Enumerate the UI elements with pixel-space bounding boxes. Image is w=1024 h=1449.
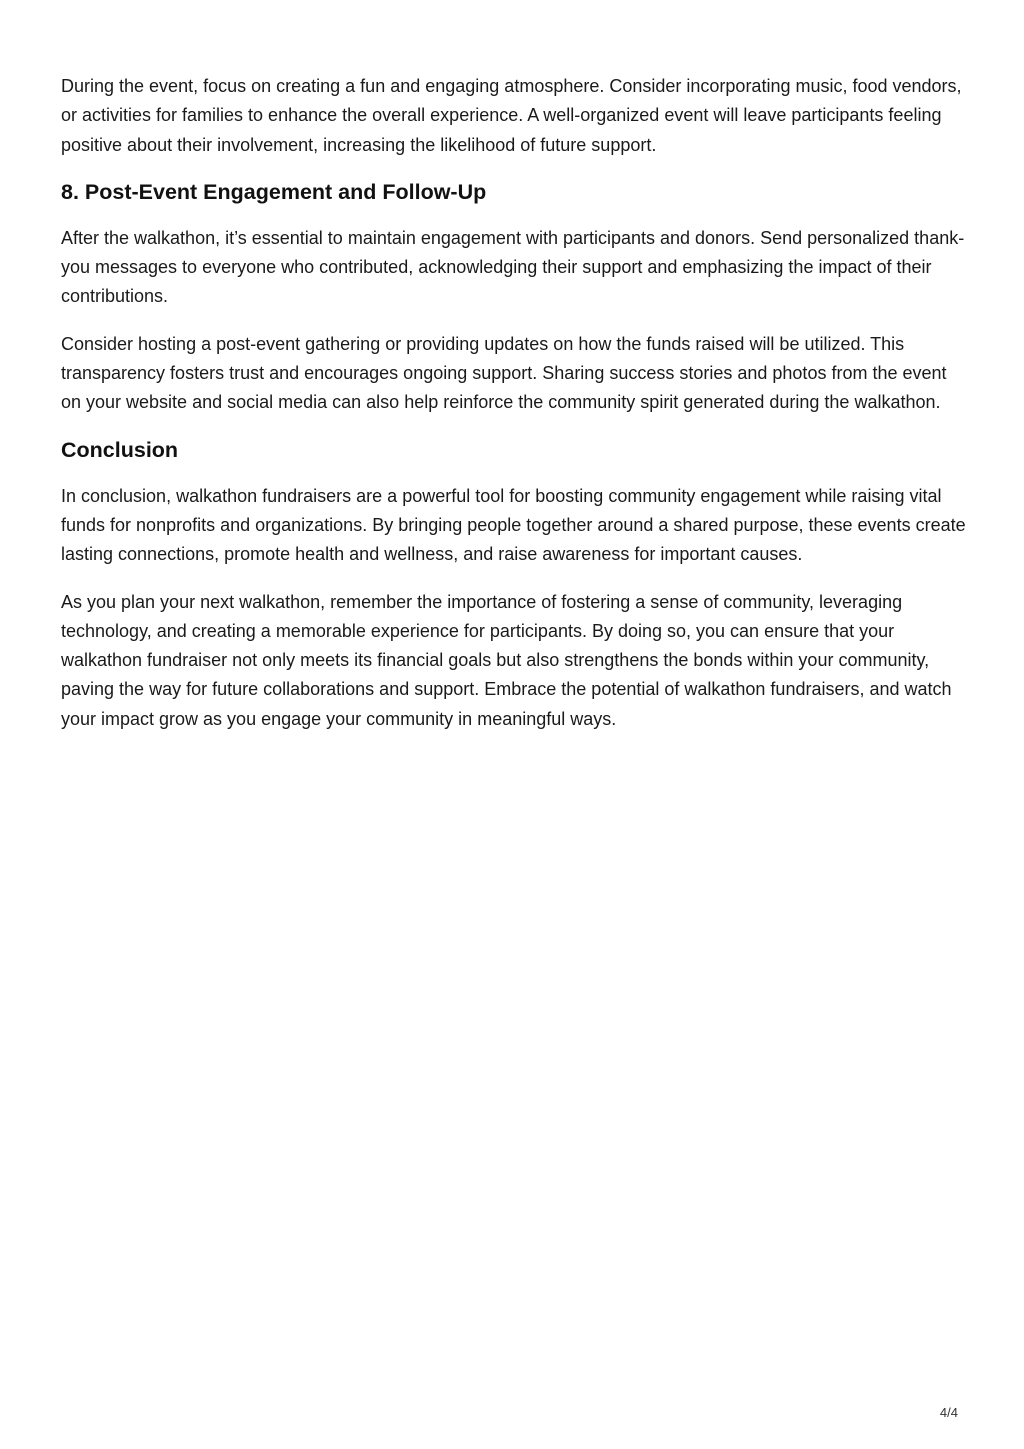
section-post-event — [61, 178, 966, 418]
paragraph-conclusion-summary: In conclusion, walkathon fundraisers are a powerful tool for boosting community engagement while raising vital funds for nonprofits and organizations. By bringing people together around a shared purpose, these events create lasting connections, promote health and wellness, and raise awareness for important causes. — [61, 485, 966, 565]
section-conclusion — [61, 436, 966, 734]
page-number: 4/4 — [939, 1405, 958, 1420]
document-page — [61, 72, 966, 752]
section-heading-conclusion: Conclusion — [61, 437, 179, 462]
paragraph-conclusion-closing: As you plan your next walkathon, remember the importance of fostering a sense of community, leveraging technology, and creating a memorable experience for participants. By doing so, you can ensure that your walkathon fundraiser not only meets its financial goals but also strengthens the bonds within your community, paving the way for future collaborations and support. Embrace the potential of walkathon fundraisers, and watch your impact grow as you engage your community in meaningful ways. — [61, 591, 952, 729]
paragraph-event-atmosphere: During the event, focus on creating a fun and engaging atmosphere. Consider incorporating music, food vendors, or activities for families to enhance the overall experience. A well-organized event will leave participants feeling positive about their involvement, increasing the likelihood of future support. — [61, 76, 962, 155]
paragraph-thank-you: After the walkathon, it’s essential to maintain engagement with participants and donors. Send personalized thank-you messages to everyone who contributed, acknowledging their support and emphasizing the impact of their contributions. — [61, 227, 965, 307]
paragraph-transparency: Consider hosting a post-event gathering or providing updates on how the funds raised will be utilized. This transparency fosters trust and encourages ongoing support. Sharing success stories and photos from the event on your website and social media can also help reinforce the community spirit generated during the walkathon. — [61, 333, 947, 413]
section-heading-post-event: 8. Post-Event Engagement and Follow-Up — [61, 179, 487, 204]
